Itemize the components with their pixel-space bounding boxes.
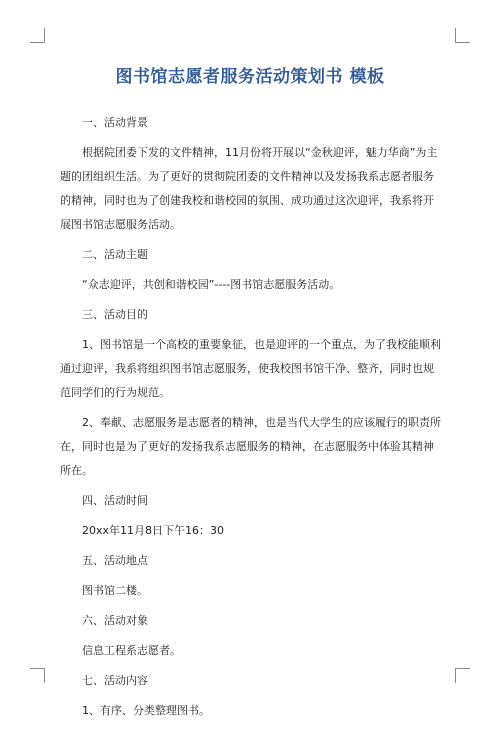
section-heading-theme: 二、活动主题 [82, 248, 148, 261]
page-corner-mark-top-left [30, 28, 45, 43]
section-paragraph-background: 根据院团委下发的文件精神，11月份将开展以“金秋迎评，魅力华商”为主题的团组织生活。为了更好的贯彻院团委的文件精神以及发扬我系志愿者服务的精神，同时也为了创建我校和谐校园的氛围、成功通过这次迎评，我系将开展图书馆志愿服务活动。 [60, 146, 438, 231]
section-heading-time: 四、活动时间 [82, 494, 148, 507]
section-heading-background: 一、活动背景 [82, 116, 148, 129]
section-heading-content: 七、活动内容 [82, 674, 148, 687]
section-heading-audience: 六、活动对象 [82, 614, 148, 627]
page-corner-mark-bottom-left [30, 668, 45, 683]
page-corner-mark-top-right [455, 28, 470, 43]
section-paragraph-theme: “众志迎评，共创和谐校园”----图书馆志愿服务活动。 [82, 278, 341, 291]
section-paragraph-content-1: 1、有序、分类整理图书。 [82, 704, 210, 717]
section-heading-purpose: 三、活动目的 [82, 308, 148, 321]
page-corner-mark-bottom-right [455, 668, 470, 683]
section-paragraph-audience: 信息工程系志愿者。 [82, 644, 181, 657]
document-body [60, 111, 442, 729]
section-paragraph-purpose-2: 2、奉献、志愿服务是志愿者的精神，也是当代大学生的应该履行的职责所在，同时也是为了更好的发扬我系志愿服务的精神，在志愿服务中体验其精神所在。 [60, 416, 441, 477]
section-paragraph-location: 图书馆二楼。 [82, 584, 148, 597]
section-paragraph-time: 20xx年11月8日下午16：30 [82, 524, 225, 537]
section-heading-location: 五、活动地点 [82, 554, 148, 567]
document-title: 图书馆志愿者服务活动策划书 模板 [115, 67, 385, 87]
section-paragraph-purpose-1: 1、图书馆是一个高校的重要象征，也是迎评的一个重点，为了我校能顺利通过迎评，我系将组织图书馆志愿服务，使我校图书馆干净、整齐，同时也规范同学们的行为规范。 [60, 338, 441, 399]
